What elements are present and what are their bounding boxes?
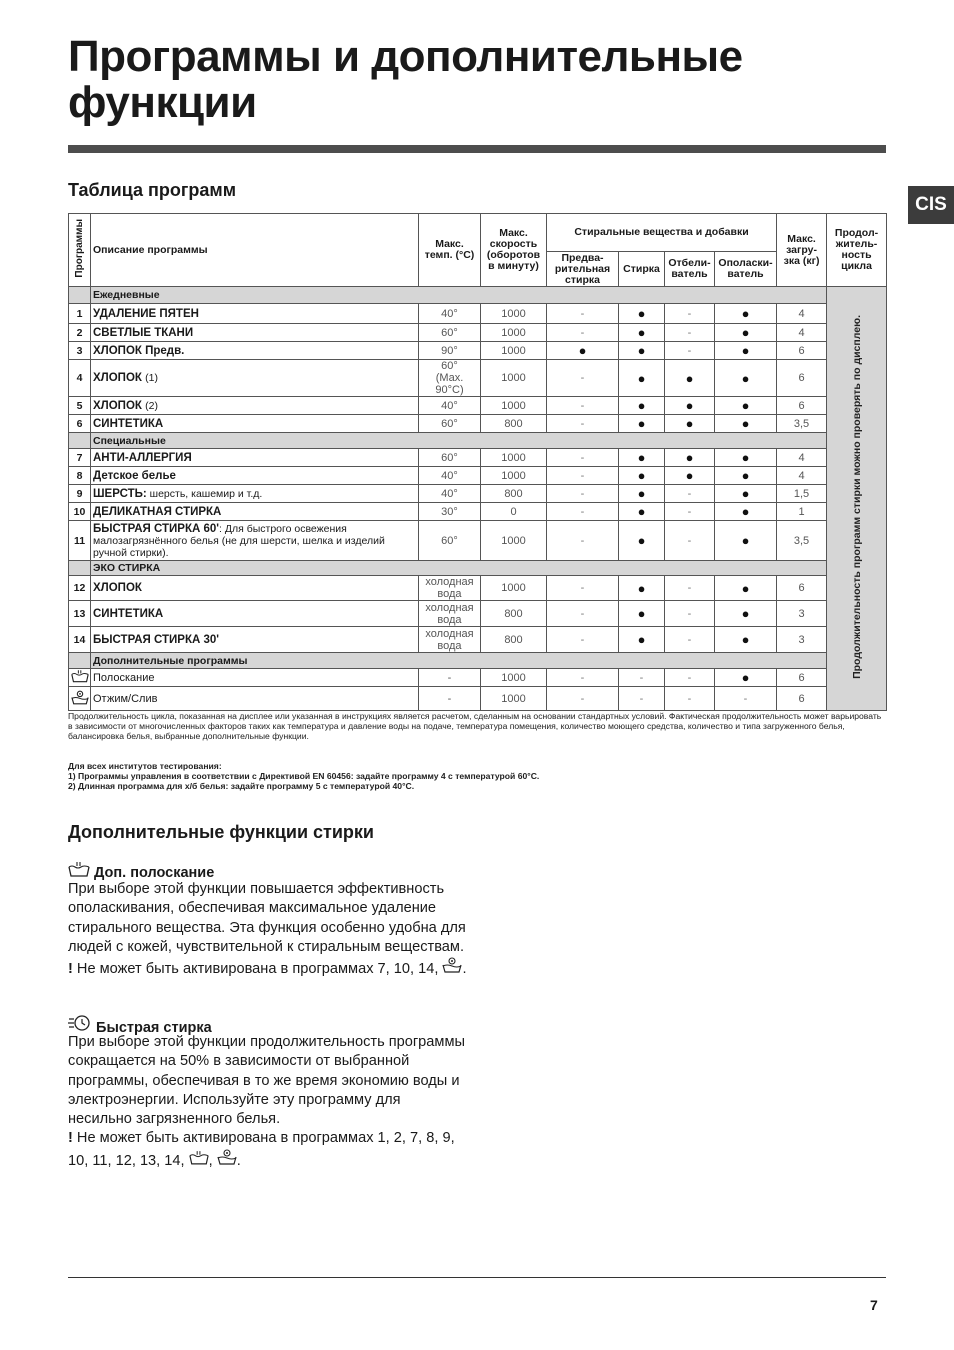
max-temp: 30° <box>419 503 481 521</box>
table-row <box>69 521 887 561</box>
wash-mark: ● <box>619 503 665 521</box>
max-load: 3,5 <box>777 415 827 433</box>
program-number: 8 <box>69 467 91 485</box>
table-row <box>69 601 887 627</box>
rinse-function-title: Доп. полоскание <box>68 861 214 881</box>
section-additional: Дополнительные программы <box>91 653 827 669</box>
section-special: Специальные <box>91 433 827 449</box>
table-row <box>69 324 887 342</box>
program-number: 6 <box>69 415 91 433</box>
header-bleach: Отбели-ватель <box>665 252 715 287</box>
program-number: 10 <box>69 503 91 521</box>
softener-mark: ● <box>715 360 777 397</box>
bleach-mark: ● <box>665 397 715 415</box>
softener-mark: ● <box>715 576 777 601</box>
program-name: ХЛОПОК (1) <box>91 360 419 397</box>
max-temp: холодная вода <box>419 627 481 653</box>
program-number: 13 <box>69 601 91 627</box>
bleach-mark: - <box>665 627 715 653</box>
program-table <box>68 213 887 711</box>
header-temp: Макс. темп. (°C) <box>419 214 481 287</box>
wash-mark: ● <box>619 324 665 342</box>
bleach-mark: ● <box>665 415 715 433</box>
softener-mark: ● <box>715 304 777 324</box>
bleach-mark: ● <box>665 449 715 467</box>
wash-mark: ● <box>619 467 665 485</box>
wash-mark: ● <box>619 449 665 467</box>
header-programs: Программы <box>69 214 91 287</box>
softener-mark: ● <box>715 467 777 485</box>
program-name: СИНТЕТИКА <box>91 601 419 627</box>
bleach-mark: - <box>665 485 715 503</box>
rinse-icon <box>69 669 91 687</box>
table-row <box>69 449 887 467</box>
prewash-mark: - <box>547 449 619 467</box>
table-row <box>69 485 887 503</box>
softener-mark: ● <box>715 415 777 433</box>
title-rule <box>68 145 886 153</box>
wash-mark: ● <box>619 576 665 601</box>
program-number: 2 <box>69 324 91 342</box>
prewash-mark: - <box>547 324 619 342</box>
max-speed: 1000 <box>481 467 547 485</box>
max-speed: 1000 <box>481 521 547 561</box>
bleach-mark: - <box>665 669 715 687</box>
program-number: 9 <box>69 485 91 503</box>
prewash-mark: - <box>547 485 619 503</box>
table-row <box>69 342 887 360</box>
max-load: 4 <box>777 449 827 467</box>
bleach-mark: - <box>665 324 715 342</box>
max-load: 4 <box>777 304 827 324</box>
max-load: 3,5 <box>777 521 827 561</box>
section-daily: Ежедневные <box>91 287 827 304</box>
softener-mark: ● <box>715 627 777 653</box>
table-row <box>69 627 887 653</box>
program-name: ДЕЛИКАТНАЯ СТИРКА <box>91 503 419 521</box>
header-speed: Макс. скорость (оборотов в минуту) <box>481 214 547 287</box>
max-speed: 0 <box>481 503 547 521</box>
max-temp: 60° <box>419 324 481 342</box>
max-temp: 60° <box>419 415 481 433</box>
bleach-mark: ● <box>665 467 715 485</box>
max-load: 1,5 <box>777 485 827 503</box>
prewash-mark: - <box>547 687 619 711</box>
max-temp: холодная вода <box>419 601 481 627</box>
softener-mark: ● <box>715 485 777 503</box>
max-temp: 40° <box>419 485 481 503</box>
program-name: Детское белье <box>91 467 419 485</box>
wash-mark: ● <box>619 485 665 503</box>
wash-mark: - <box>619 687 665 711</box>
testing-note: Для всех институтов тестирования: 1) Программы управления в соответствии с Директивой EN 60456: задайте программу 4 с температурой 60°C. 2) Длинная программа для х/б белья: задайте программу 5 с температурой 40°C. <box>68 761 540 791</box>
max-temp: 60° <box>419 449 481 467</box>
program-number: 12 <box>69 576 91 601</box>
table-row <box>69 304 887 324</box>
prewash-mark: - <box>547 521 619 561</box>
softener-mark: ● <box>715 669 777 687</box>
program-number: 1 <box>69 304 91 324</box>
table-row <box>69 687 887 711</box>
max-load: 4 <box>777 467 827 485</box>
program-name: ШЕРСТЬ: шерсть, кашемир и т.д. <box>91 485 419 503</box>
max-speed: 800 <box>481 601 547 627</box>
max-speed: 1000 <box>481 324 547 342</box>
table-row <box>69 503 887 521</box>
max-speed: 1000 <box>481 669 547 687</box>
softener-mark: - <box>715 687 777 711</box>
softener-mark: ● <box>715 342 777 360</box>
header-duration: Продол-житель-ность цикла <box>827 214 887 287</box>
spin-icon <box>217 1153 237 1169</box>
max-temp: - <box>419 669 481 687</box>
table-heading: Таблица программ <box>68 180 237 200</box>
softener-mark: ● <box>715 503 777 521</box>
max-load: 3 <box>777 627 827 653</box>
program-name: АНТИ-АЛЛЕРГИЯ <box>91 449 419 467</box>
wash-mark: ● <box>619 360 665 397</box>
max-load: 4 <box>777 324 827 342</box>
prewash-mark: - <box>547 360 619 397</box>
max-speed: 1000 <box>481 687 547 711</box>
program-name: ХЛОПОК Предв. <box>91 342 419 360</box>
wash-mark: ● <box>619 397 665 415</box>
max-load: 6 <box>777 342 827 360</box>
max-load: 6 <box>777 669 827 687</box>
prewash-mark: - <box>547 503 619 521</box>
table-row <box>69 669 887 687</box>
program-name: Полоскание <box>91 669 419 687</box>
max-temp: 90° <box>419 342 481 360</box>
max-temp: 40° <box>419 304 481 324</box>
rinse-icon <box>68 865 90 881</box>
max-temp: 40° <box>419 397 481 415</box>
table-row <box>69 397 887 415</box>
bleach-mark: - <box>665 601 715 627</box>
max-speed: 1000 <box>481 342 547 360</box>
header-wash: Стирка <box>619 252 665 287</box>
prewash-mark: - <box>547 304 619 324</box>
bottom-rule <box>68 1277 886 1278</box>
prewash-mark: - <box>547 627 619 653</box>
header-prewash: Предва-рительная стирка <box>547 252 619 287</box>
max-load: 6 <box>777 687 827 711</box>
bleach-mark: - <box>665 687 715 711</box>
bleach-mark: - <box>665 576 715 601</box>
table-row <box>69 360 887 397</box>
page-number: 7 <box>870 1297 878 1313</box>
max-load: 6 <box>777 397 827 415</box>
bleach-mark: - <box>665 342 715 360</box>
program-name: ХЛОПОК (2) <box>91 397 419 415</box>
bleach-mark: - <box>665 521 715 561</box>
max-speed: 1000 <box>481 304 547 324</box>
program-number: 14 <box>69 627 91 653</box>
wash-mark: ● <box>619 627 665 653</box>
bleach-mark: ● <box>665 360 715 397</box>
softener-mark: ● <box>715 397 777 415</box>
wash-mark: ● <box>619 601 665 627</box>
max-load: 6 <box>777 360 827 397</box>
table-row <box>69 576 887 601</box>
softener-mark: ● <box>715 449 777 467</box>
cycle-footnote: Продолжительность цикла, показанная на дисплее или указанная в инструкциях является расчетом, сделанным на основании стандартных условий. Фактическая продолжительность может варьировать в зависимости от многочисленных факторов таких как температура и давление воды на подаче, температура помещения, количество моющего средства, количество и типа загруженного белья, балансировка белья, выбранные дополнительные функции. <box>68 711 882 741</box>
table-row <box>69 467 887 485</box>
table-row <box>69 415 887 433</box>
max-speed: 800 <box>481 485 547 503</box>
rinse-icon <box>189 1153 209 1169</box>
header-load: Макс. загру-зка (кг) <box>777 214 827 287</box>
rinse-function-text: При выборе этой функции повышается эффективность ополаскивания, обеспечивая максимальное удаление стирального вещества. Эта функция особенно удобна для людей с кожей, чувствительной к стиральным веществам. ! Не может быть активирована в программах 7, 10, 14, . <box>68 881 467 978</box>
header-description: Описание программы <box>91 214 419 287</box>
max-load: 3 <box>777 601 827 627</box>
max-speed: 1000 <box>481 449 547 467</box>
max-speed: 1000 <box>481 360 547 397</box>
prewash-mark: ● <box>547 342 619 360</box>
prewash-mark: - <box>547 397 619 415</box>
prewash-mark: - <box>547 669 619 687</box>
softener-mark: ● <box>715 521 777 561</box>
max-speed: 800 <box>481 627 547 653</box>
bleach-mark: - <box>665 503 715 521</box>
program-name: СИНТЕТИКА <box>91 415 419 433</box>
program-number: 5 <box>69 397 91 415</box>
max-speed: 1000 <box>481 576 547 601</box>
program-name: УДАЛЕНИЕ ПЯТЕН <box>91 304 419 324</box>
program-name: Отжим/Слив <box>91 687 419 711</box>
max-load: 1 <box>777 503 827 521</box>
functions-heading: Дополнительные функции стирки <box>68 822 374 842</box>
program-name: СВЕТЛЫЕ ТКАНИ <box>91 324 419 342</box>
wash-mark: ● <box>619 304 665 324</box>
header-softener: Ополаски-ватель <box>715 252 777 287</box>
header-detergents: Стиральные вещества и добавки <box>547 214 777 252</box>
page-title: Программы и дополнительные функции <box>68 32 743 127</box>
program-number: 7 <box>69 449 91 467</box>
max-temp: 60° <box>419 521 481 561</box>
softener-mark: ● <box>715 324 777 342</box>
max-temp: 40° <box>419 467 481 485</box>
prewash-mark: - <box>547 415 619 433</box>
softener-mark: ● <box>715 601 777 627</box>
bleach-mark: - <box>665 304 715 324</box>
spin-icon <box>69 687 91 711</box>
duration-column: Продолжительность программ стирки можно проверять по дисплею. <box>827 287 887 711</box>
wash-mark: ● <box>619 415 665 433</box>
max-temp: 60° (Max. 90°C) <box>419 360 481 397</box>
max-load: 6 <box>777 576 827 601</box>
quick-wash-function-text: При выборе этой функции продолжительность программы сокращается на 50% в зависимости от выбранной программы, обеспечивая в то же время экономию воды и электроэнергии. Используйте эту программу для несильно загрязненного белья. ! Не может быть активирована в программах 1, 2, 7, 8, 9, 10, 11, 12, 13, 14, , . <box>68 1034 465 1169</box>
max-speed: 1000 <box>481 397 547 415</box>
max-temp: - <box>419 687 481 711</box>
prewash-mark: - <box>547 576 619 601</box>
max-temp: холодная вода <box>419 576 481 601</box>
program-name: БЫСТРАЯ СТИРКА 60': Для быстрого освежения малозагрязнённого белья (не для шерсти, шелка и изделий ручной стирки). <box>91 521 419 561</box>
program-number: 3 <box>69 342 91 360</box>
spin-icon <box>442 961 462 977</box>
wash-mark: ● <box>619 342 665 360</box>
program-number: 11 <box>69 521 91 561</box>
quick-wash-function-title: Быстрая стирка <box>68 1014 212 1036</box>
prewash-mark: - <box>547 467 619 485</box>
program-number: 4 <box>69 360 91 397</box>
max-speed: 800 <box>481 415 547 433</box>
program-name: БЫСТРАЯ СТИРКА 30' <box>91 627 419 653</box>
section-eco: ЭКО СТИРКА <box>91 561 827 576</box>
wash-mark: ● <box>619 521 665 561</box>
program-name: ХЛОПОК <box>91 576 419 601</box>
prewash-mark: - <box>547 601 619 627</box>
wash-mark: - <box>619 669 665 687</box>
language-tab: CIS <box>908 186 954 224</box>
